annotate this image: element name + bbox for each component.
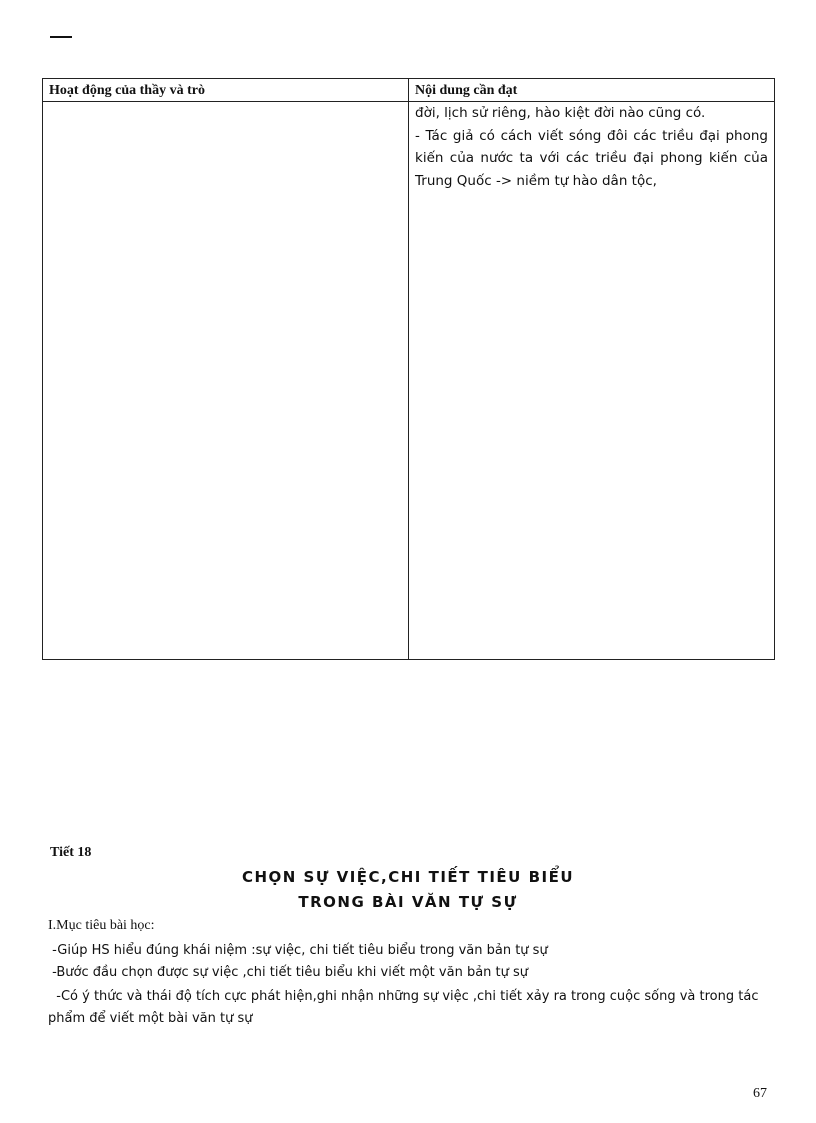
page-number: 67 (753, 1086, 767, 1101)
header-activities: Hoạt động của thầy và trò (43, 79, 409, 102)
content-line: đời, lịch sử riêng, hào kiệt đời nào cũng có. (415, 105, 706, 121)
objective-item: -Có ý thức và thái độ tích cực phát hiện,ghi nhận những sự việc ,chi tiết xảy ra trong cuộc sống và trong tác phẩm để viết một bài văn tự sự (48, 989, 763, 1026)
content-cell (409, 102, 775, 660)
top-dash-mark (50, 36, 72, 38)
lesson-title-line1: CHỌN SỰ VIỆC,CHI TIẾT TIÊU BIỂU (241, 868, 575, 886)
content-line: - Tác giả có cách viết sóng đôi các triều đại phong kiến của nước ta với các triều đại phong kiến của Trung Quốc -> niềm tự hào dân tộc, (415, 127, 768, 189)
activities-cell (43, 102, 409, 660)
lesson-title-line2: TRONG BÀI VĂN TỰ SỰ (298, 893, 518, 911)
objectives-heading: I.Mục tiêu bài học: (48, 918, 155, 933)
table-header-row (43, 79, 775, 102)
table-row (43, 102, 775, 660)
lesson-number: Tiết 18 (50, 845, 92, 860)
objective-item: -Giúp HS hiểu đúng khái niệm :sự việc, chi tiết tiêu biểu trong văn bản tự sự (48, 943, 548, 958)
lesson-table (42, 78, 775, 660)
header-content: Nội dung cần đạt (409, 79, 775, 102)
objective-item: -Bước đầu chọn được sự việc ,chi tiết tiêu biểu khi viết một văn bản tự sự (48, 965, 529, 980)
